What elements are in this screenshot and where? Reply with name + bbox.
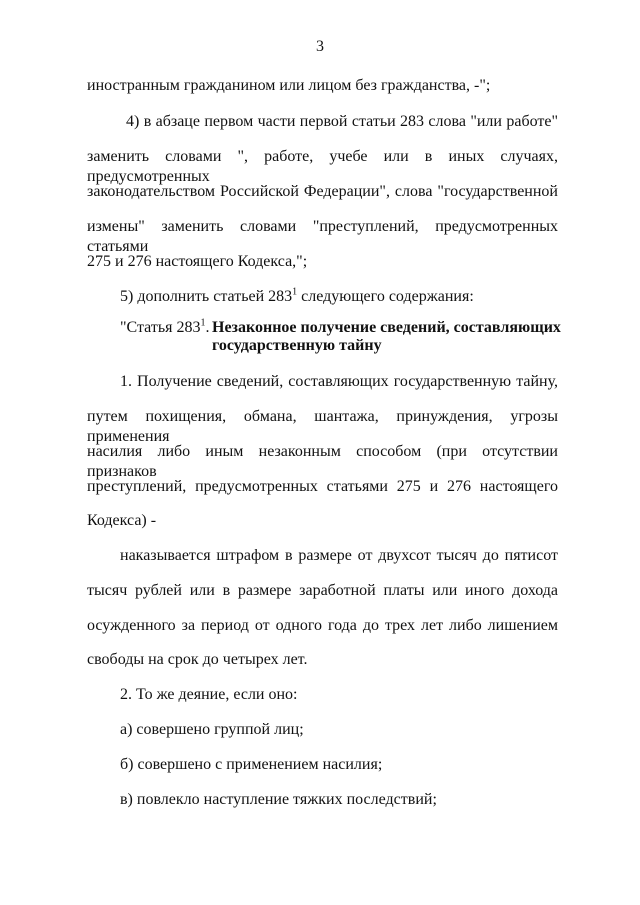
text-line: а) совершено группой лиц; <box>120 721 304 738</box>
text-fragment: 5) дополнить статьей 283 <box>120 288 293 305</box>
article-heading-label <box>120 318 210 338</box>
text-line: заменить словами ", работе, учебе или в иных случаях, предусмотренных <box>87 148 558 185</box>
text-line: тысяч рублей или в размере заработной платы или иного дохода <box>87 582 558 599</box>
text-fragment: следующего содержания: <box>297 288 474 305</box>
text-line: измены" заменить словами "преступлений, предусмотренных статьями <box>87 218 558 255</box>
text-line: 2. То же деяние, если оно: <box>120 686 298 703</box>
superscript-number: 1 <box>200 317 206 329</box>
text-line: наказывается штрафом в размере от двухсот тысяч до пятисот <box>120 547 558 564</box>
text-fragment: "Статья 283 <box>120 319 201 336</box>
text-line: в) повлекло наступление тяжких последствий; <box>120 791 437 808</box>
page-number: 3 <box>316 38 324 55</box>
text-line: 275 и 276 настоящего Кодекса,"; <box>87 253 308 270</box>
superscript-number: 1 <box>292 286 298 298</box>
text-line: осужденного за период от одного года до трех лет либо лишением <box>87 617 558 634</box>
text-fragment: . <box>205 319 210 336</box>
article-title: Незаконное получение сведений, составляющих <box>212 319 561 336</box>
text-line: иностранным гражданином или лицом без гражданства, -"; <box>87 77 491 94</box>
text-line <box>120 287 474 307</box>
text-line: свободы на срок до четырех лет. <box>87 651 308 668</box>
text-line: 4) в абзаце первом части первой статьи 283 слова "или работе" <box>126 113 558 130</box>
text-line: б) совершено с применением насилия; <box>120 756 383 773</box>
text-line: законодательством Российской Федерации", слова "государственной <box>87 183 558 200</box>
text-line: Кодекса) - <box>87 512 157 529</box>
text-line: путем похищения, обмана, шантажа, принуждения, угрозы применения <box>87 408 558 445</box>
text-line: насилия либо иным незаконным способом (при отсутствии признаков <box>87 443 558 480</box>
article-title: государственную тайну <box>212 337 382 354</box>
text-line: 1. Получение сведений, составляющих государственную тайну, <box>120 373 558 390</box>
text-line: преступлений, предусмотренных статьями 275 и 276 настоящего <box>87 478 558 495</box>
